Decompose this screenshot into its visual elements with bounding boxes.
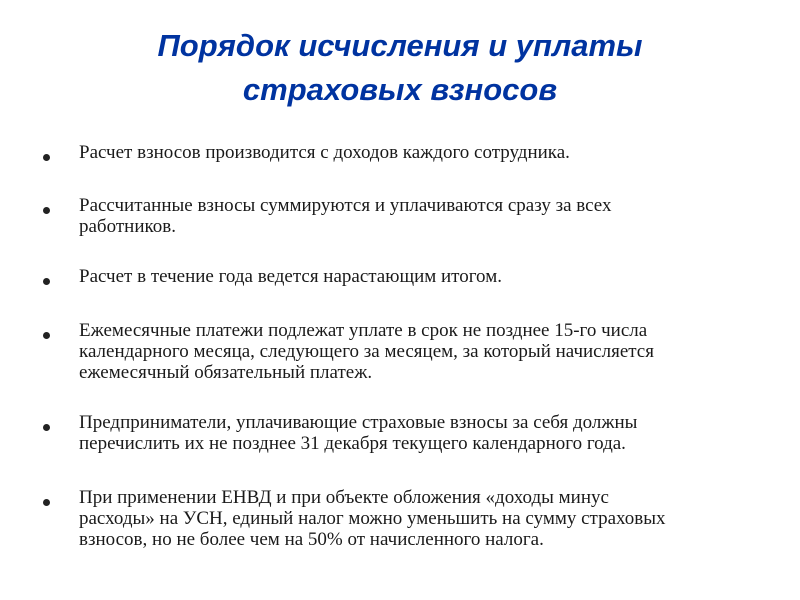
bullet-text — [79, 142, 779, 163]
bullet-line: Предприниматели, уплачивающие страховые взносы за себя должны — [79, 412, 638, 433]
bullet-text — [79, 320, 779, 383]
bullet-dot-icon — [43, 154, 50, 161]
slide-title-line-1: Порядок исчисления и уплаты — [157, 28, 643, 63]
bullet-line: работников. — [79, 216, 176, 237]
bullet-dot-icon — [43, 424, 50, 431]
slide-title — [0, 24, 800, 112]
bullet-text — [79, 195, 779, 237]
bullet-line: При применении ЕНВД и при объекте обложения «доходы минус — [79, 487, 609, 508]
bullet-line: перечислить их не позднее 31 декабря текущего календарного года. — [79, 433, 626, 454]
bullet-line: Рассчитанные взносы суммируются и уплачиваются сразу за всех — [79, 195, 612, 216]
bullet-line: расходы» на УСН, единый налог можно уменьшить на сумму страховых — [79, 508, 666, 529]
bullet-dot-icon — [43, 278, 50, 285]
bullet-line: Ежемесячные платежи подлежат уплате в срок не позднее 15-го числа — [79, 320, 648, 341]
bullet-dot-icon — [43, 332, 50, 339]
bullet-line: Расчет в течение года ведется нарастающим итогом. — [79, 266, 502, 287]
bullet-line: ежемесячный обязательный платеж. — [79, 362, 373, 383]
bullet-text — [79, 266, 779, 287]
slide-title-line-2: страховых взносов — [242, 72, 558, 107]
bullet-line: календарного месяца, следующего за месяцем, за который начисляется — [79, 341, 654, 362]
bullet-line: Расчет взносов производится с доходов каждого сотрудника. — [79, 142, 570, 163]
bullet-dot-icon — [43, 207, 50, 214]
bullet-dot-icon — [43, 499, 50, 506]
bullet-line: взносов, но не более чем на 50% от начисленного налога. — [79, 529, 544, 550]
bullet-text — [79, 412, 779, 454]
bullet-text — [79, 487, 779, 550]
